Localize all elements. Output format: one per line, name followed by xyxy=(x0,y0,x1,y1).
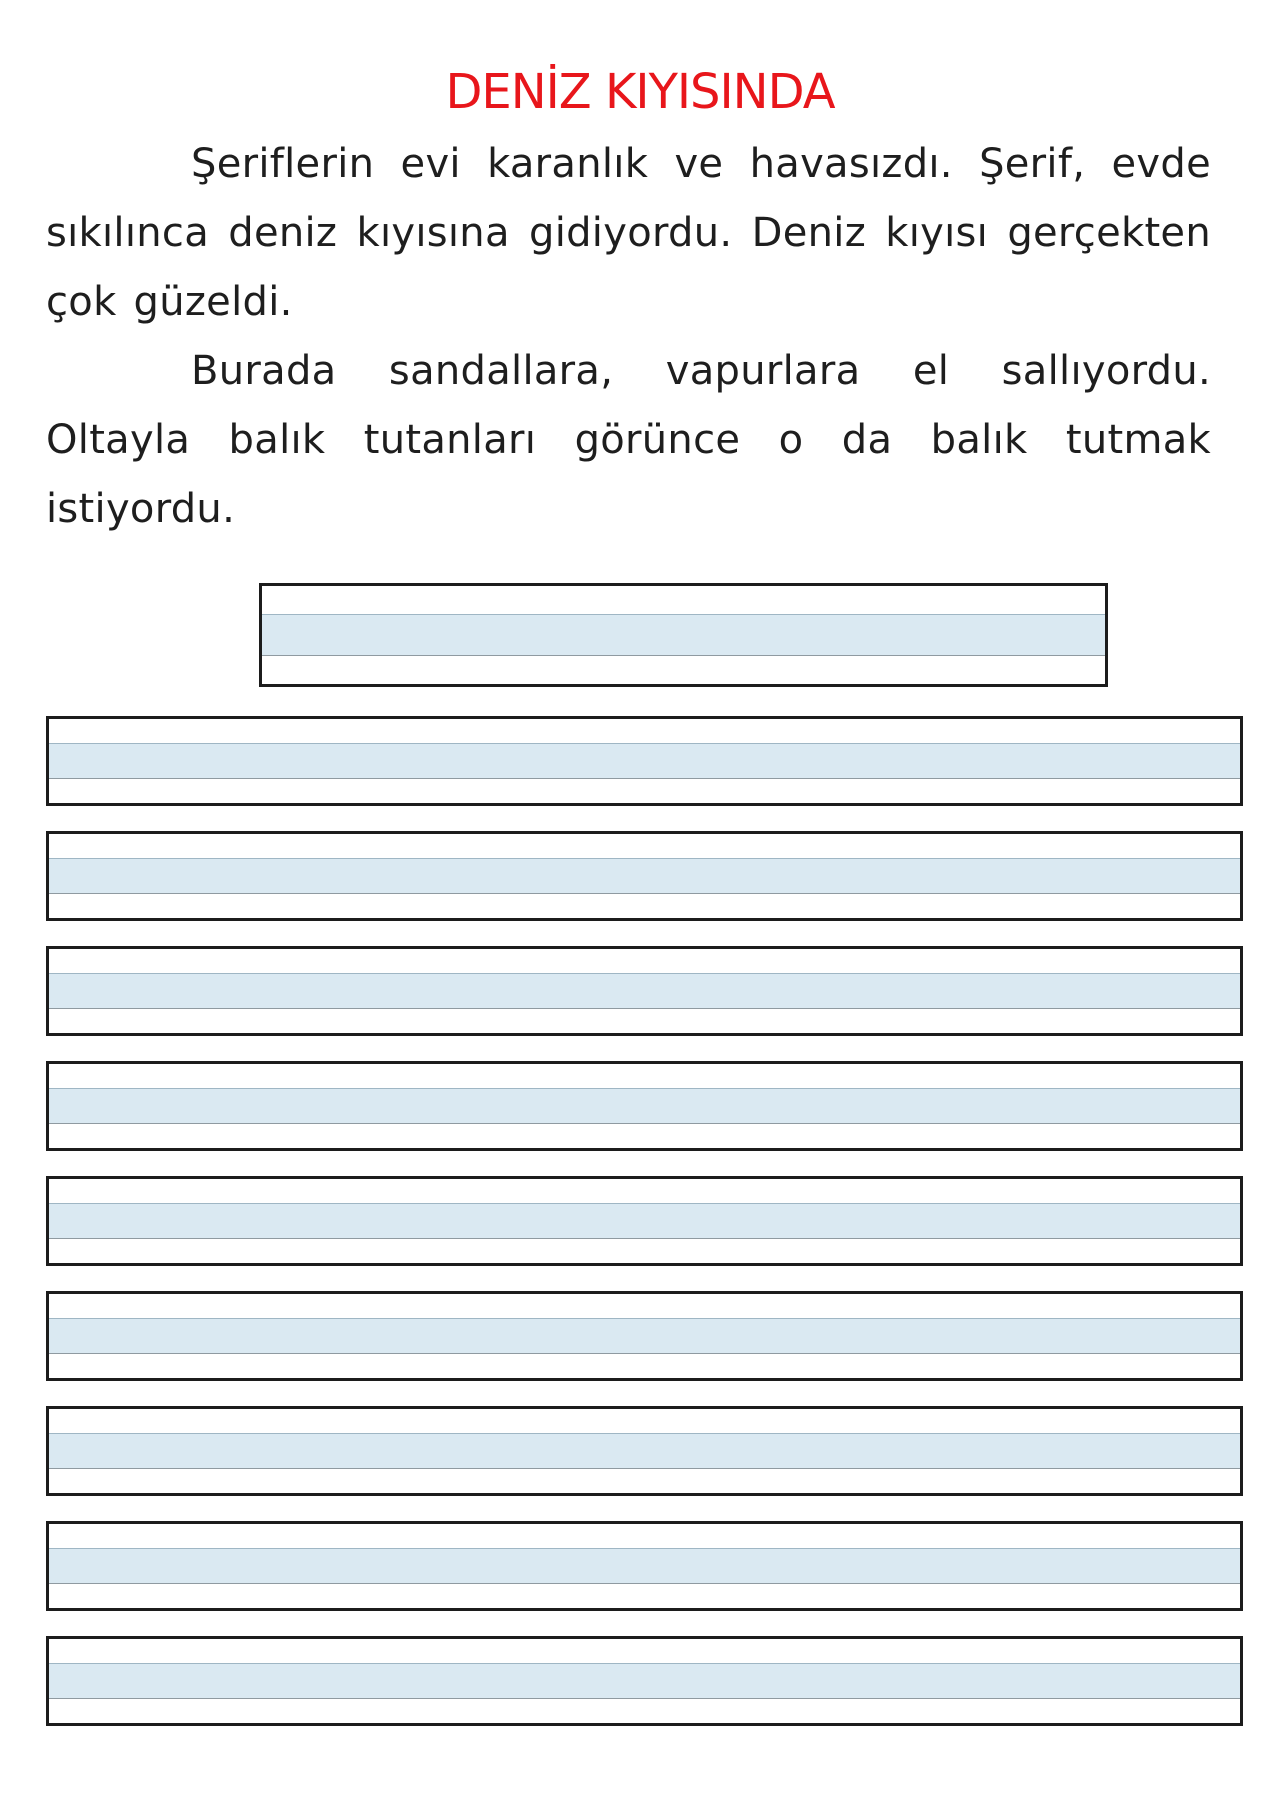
writing-guide-band xyxy=(49,1203,1240,1239)
writing-guide-band xyxy=(49,743,1240,779)
writing-guide-band xyxy=(49,1433,1240,1469)
writing-guide-band xyxy=(262,614,1105,655)
title-writing-line[interactable] xyxy=(259,583,1108,687)
writing-line[interactable] xyxy=(46,1176,1243,1266)
writing-guide-band xyxy=(49,1088,1240,1124)
writing-guide-band xyxy=(49,1663,1240,1699)
writing-line[interactable] xyxy=(46,716,1243,806)
story-text xyxy=(46,130,1211,544)
writing-line[interactable] xyxy=(46,831,1243,921)
story-paragraph-2: Burada sandallara, vapurlara el sallıyordu. Oltayla balık tutanları görünce o da balık tutmak istiyordu. xyxy=(46,348,1211,532)
writing-guide-band xyxy=(49,858,1240,894)
writing-lines xyxy=(46,716,1243,1751)
writing-guide-band xyxy=(49,1318,1240,1354)
writing-line[interactable] xyxy=(46,1291,1243,1381)
writing-line[interactable] xyxy=(46,1521,1243,1611)
writing-guide-band xyxy=(49,1548,1240,1584)
writing-guide-band xyxy=(49,973,1240,1009)
writing-line[interactable] xyxy=(46,1061,1243,1151)
writing-line[interactable] xyxy=(46,1636,1243,1726)
worksheet-title: DENİZ KIYISINDA xyxy=(445,64,835,120)
writing-line[interactable] xyxy=(46,1406,1243,1496)
story-paragraph-1: Şeriflerin evi karanlık ve havasızdı. Şerif, evde sıkılınca deniz kıyısına gidiyordu. Deniz kıyısı gerçekten çok güzeldi. xyxy=(46,141,1211,325)
writing-line[interactable] xyxy=(46,946,1243,1036)
